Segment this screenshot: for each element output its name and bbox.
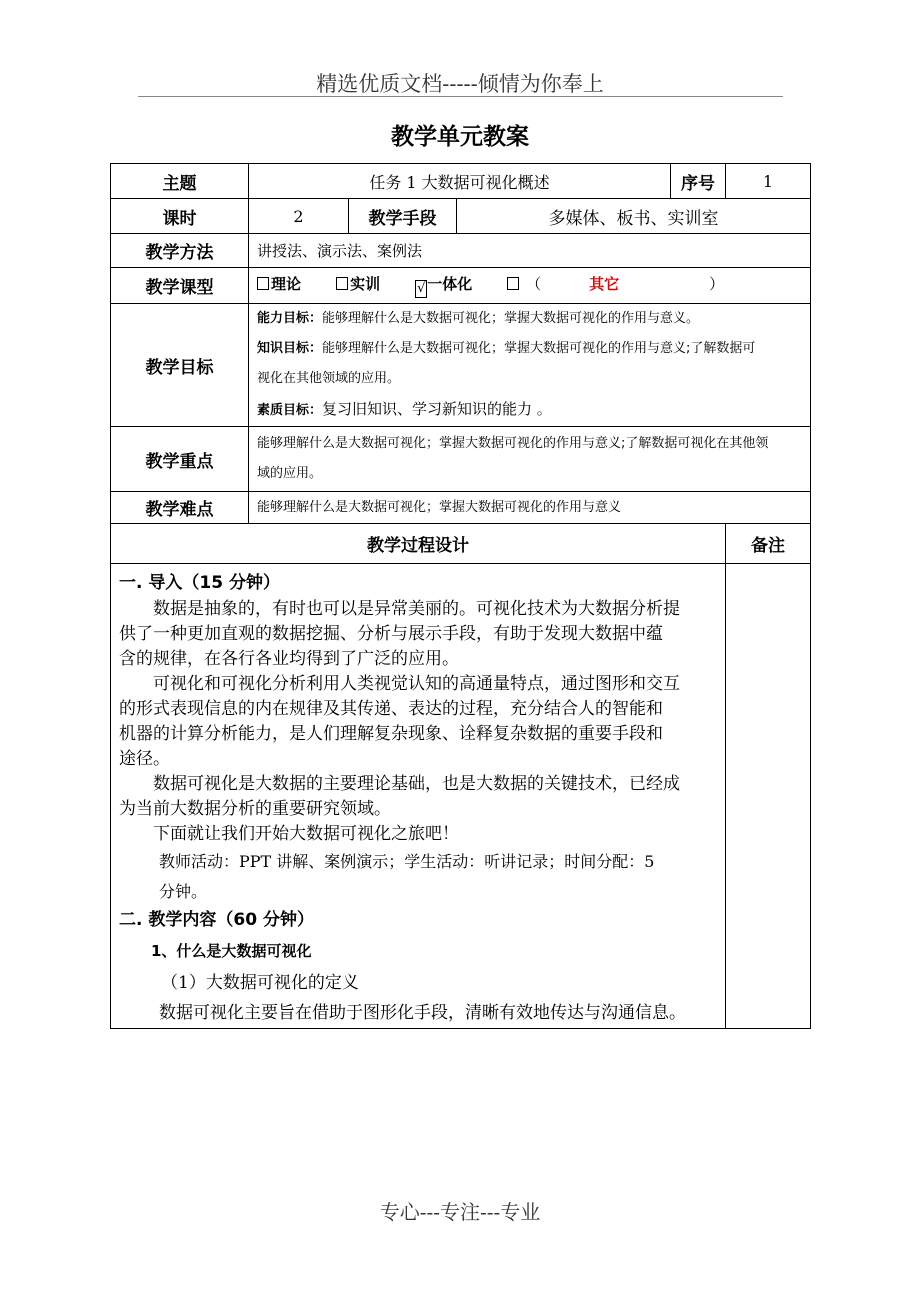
subsection-title: 1、什么是大数据可视化 — [151, 942, 312, 960]
section-content-title: 二. 教学内容（60 分钟） — [119, 910, 314, 930]
option-practice[interactable]: 实训 — [336, 275, 380, 293]
section-intro-title: 一. 导入（15 分钟） — [119, 573, 280, 593]
header-divider — [138, 96, 783, 97]
row-method — [111, 234, 811, 268]
method-label: 教学方法 — [111, 234, 249, 268]
difficulty-label: 教学难点 — [111, 492, 249, 524]
difficulty-value: 能够理解什么是大数据可视化；掌握大数据可视化的作用与意义 — [249, 492, 811, 524]
page-footer: 专心---专注---专业 — [379, 1200, 541, 1224]
page-header: 精选优质文档-----倾情为你奉上 — [316, 72, 604, 96]
row-hours — [111, 199, 811, 234]
goals-content: 能力目标：能够理解什么是大数据可视化；掌握大数据可视化的作用与意义。 知识目标：能够理解什么是大数据可视化；掌握大数据可视化的作用与意义;了解数据可 视化在其他领域的应用。 素质目标：复习旧知识、学习新知识的能力 。 — [249, 304, 811, 427]
checkbox-icon — [257, 277, 269, 290]
row-type — [111, 268, 811, 304]
checkbox-icon — [336, 277, 348, 290]
option-other[interactable]: （ 其它 ） — [507, 275, 724, 293]
means-label: 教学手段 — [349, 199, 457, 234]
process-content: 一. 导入（15 分钟） 数据是抽象的，有时也可以是异常美丽的。可视化技术为大数据分析提 供了一种更加直观的数据挖掘、分析与展示手段，有助于发现大数据中蕴 含的规律，在各行各业均得到了广泛的应用。 可视化和可视化分析利用人类视觉认知的高通量特点，通过图形和交互 的形式表现信息的内在规律及其传递、表达的过程，充分结合人的智能和 机器的计算分析能力，是人们理解复杂现象、诠释复杂数据的重要手段和 途径。 数据可视化是大数据的主要理论基础，也是大数据的关键技术，已经成 为当前大数据分析的重要研究领域。 下面就让我们开始大数据可视化之旅吧！ 教师活动：PPT 讲解、案例演示；学生活动：听讲记录；时间分配：5 分钟。 二. 教学内容（60 分钟） 1、什么是大数据可视化 （1）大数据可视化的定义 数据可视化主要旨在借助于图形化手段，清晰有效地传达与沟通信息。 — [111, 564, 726, 1029]
remark-label: 备注 — [726, 524, 811, 564]
process-label: 教学过程设计 — [111, 524, 726, 564]
hours-value: 2 — [249, 199, 349, 234]
row-topic — [111, 164, 811, 199]
remark-cell — [726, 564, 811, 1029]
type-label: 教学课型 — [111, 268, 249, 304]
seq-label: 序号 — [671, 164, 726, 199]
lesson-plan-table — [110, 163, 811, 1029]
checkmark-icon: √ — [417, 281, 426, 296]
topic-value: 任务 1 大数据可视化概述 — [249, 164, 671, 199]
means-value: 多媒体、板书、实训室 — [457, 199, 811, 234]
method-value: 讲授法、演示法、案例法 — [249, 234, 811, 268]
row-key — [111, 427, 811, 492]
seq-value: 1 — [726, 164, 811, 199]
key-label: 教学重点 — [111, 427, 249, 492]
row-difficulty — [111, 492, 811, 524]
row-process-header — [111, 524, 811, 564]
option-theory[interactable]: 理论 — [257, 275, 301, 293]
checkbox-icon — [507, 277, 519, 290]
type-options — [249, 268, 811, 304]
option-integrated[interactable]: √ 一体化 — [417, 275, 473, 296]
row-process-content — [111, 564, 811, 1029]
key-content: 能够理解什么是大数据可视化；掌握大数据可视化的作用与意义;了解数据可视化在其他领 域的应用。 — [249, 427, 811, 492]
document-title: 教学单元教案 — [391, 124, 529, 150]
row-goals — [111, 304, 811, 427]
goal-label: 教学目标 — [111, 304, 249, 427]
hours-label: 课时 — [111, 199, 249, 234]
topic-label: 主题 — [111, 164, 249, 199]
